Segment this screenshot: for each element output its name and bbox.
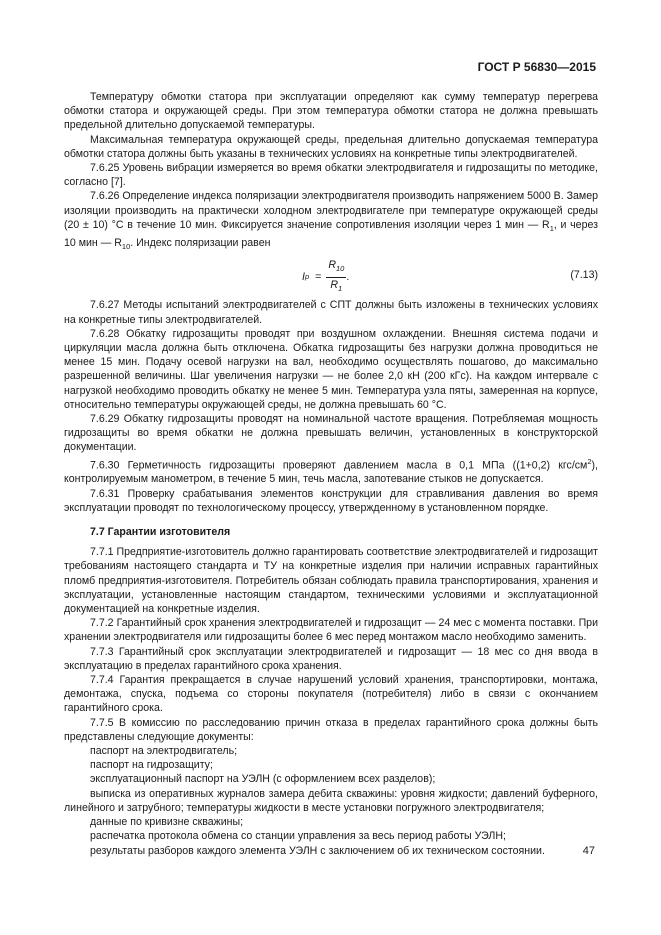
paragraph: 7.7.5 В комиссию по расследованию причин отказа в пределах гарантийного срока должны быть представлены следующие документы: — [64, 716, 598, 743]
section-title: 7.7 Гарантии изготовителя — [90, 526, 231, 539]
list-item: результаты разборов каждого элемента УЭЛН с заключением об их техническом состоянии. — [90, 844, 545, 857]
paragraph: 7.7.4 Гарантия прекращается в случае нарушений условий хранения, транспортировки, монтажа, демонтажа, спуска, подъема со стороны покупателя (потребителя) либо в связи с окончанием гарантийного срока. — [64, 674, 598, 715]
formula-fraction: $\frac{R_{10}}{R_1}$ — [328, 259, 345, 293]
paragraph: Температуру обмотки статора при эксплуатации определяют как сумму температур перегрева обмотки статора и окружающей среды. При этом температура обмотки статора не должна превышать предельной длительно допускаемой температуры. — [64, 91, 598, 132]
document-header: ГОСТ Р 56830—2015 — [477, 60, 596, 74]
paragraph: 7.6.28 Обкатку гидрозащиты проводят при воздушном охлаждении. Внешняя система подачи и циркуляции масла должна быть отключена. Обкатка гидрозащиты без нагрузки должна проводиться не менее 15 мин. Подачу осевой нагрузки на вал, необходимо осуществлять пошагово, до максимально разрешенной величины. Шаг увеличения нагрузки — не более 2,0 кН (200 кГс). На каждом интервале с нагрузкой необходимо проводить обкатку не менее 5 мин. Температура узла пяты, замеренная на корпусе, относительно температуры окружающей среды, не должна превышать 60 °С. — [64, 327, 598, 411]
list-item: данные по кривизне скважины; — [90, 816, 244, 829]
paragraph: 7.6.29 Обкатку гидрозащиты проводят на номинальной частоте вращения. Потребляемая мощность гидрозащиты во время обкатки не должна превышать величин, установленных в конструкторской документации. — [64, 413, 598, 454]
list-item: распечатка протокола обмена со станции управления за весь период работы УЭЛН; — [90, 830, 506, 843]
formula-expression: I p = $\frac{R_{10}}{R_1}$ . — [302, 258, 349, 296]
paragraph-polarization: 7.6.26 Определение индекса поляризации электродвигателя производить напряжением 5000 В. Замер изоляции производить на практически холодном электродвигателе при температуре окружающей среды (20 ± 10) °С в течение 10 мин. Фиксируется значение сопротивления изоляции через 1 мин — $R_1$, и через 10 мин — $R_{10}$. Индекс поляризации равен — [64, 190, 598, 252]
list-item: выписка из оперативных журналов замера дебита скважины: уровня жидкости; давлений буферного, линейного и затрубного; температуры жидкости в месте установки погружного электродвигателя; — [64, 787, 598, 814]
list-item: паспорт на электродвигатель; — [90, 745, 238, 758]
document-body — [64, 90, 598, 858]
formula-7-13 — [64, 256, 598, 296]
paragraph: 7.7.1 Предприятие-изготовитель должно гарантировать соответствие электродвигателей и гидрозащит требованиям настоящего стандарта и ТУ на конкретные изделия при наличии исправных гарантийных пломб предприятия-изготовителя. Потребитель обязан соблюдать правила транспортирования, хранения и эксплуатации, установленные настоящим стандартом, техническими условиями и эксплуатационной документацией на конкретные изделия. — [64, 546, 598, 616]
equation-number: (7.13) — [570, 269, 598, 282]
paragraph: 7.7.2 Гарантийный срок хранения электродвигателей и гидрозащит — 24 мес с момента поставки. При хранении электродвигателя или гидрозащиты более 6 мес перед монтажом масло необходимо заменить. — [64, 617, 598, 644]
paragraph-tightness: 7.6.30 Герметичность гидрозащиты проверяют давлением масла в 0,1 МПа ((1+0,2) кгс/$см^2$), контролируемым манометром, в течение 5 мин, течь масла, запотевание стыков не допускается. — [64, 456, 598, 486]
paragraph: 7.7.3 Гарантийный срок эксплуатации электродвигателей и гидрозащит — 18 мес со дня ввода в эксплуатацию в пределах гарантийного срока хранения. — [64, 645, 598, 672]
list-item: паспорт на гидрозащиту; — [90, 759, 213, 772]
paragraph: 7.6.25 Уровень вибрации измеряется во время обкатки электродвигателя и гидрозащиты по методике, согласно [7]. — [64, 162, 598, 189]
paragraph: 7.6.31 Проверку срабатывания элементов конструкции для стравливания давления во время эксплуатации проводят по технологическому процессу, утвержденному в установленном порядке. — [64, 487, 598, 514]
page-number: 47 — [582, 845, 595, 857]
paragraph: 7.6.27 Методы испытаний электродвигателей с СПТ должны быть изложены в технических условиях на конкретные типы электродвигателей. — [64, 299, 598, 326]
paragraph: Максимальная температура окружающей среды, предельная длительно допускаемая температура обмотки статора должны быть указаны в технических условиях на конкретные типы электродвигателей. — [64, 133, 598, 160]
list-item: эксплуатационный паспорт на УЭЛН (с оформлением всех разделов); — [90, 773, 436, 786]
